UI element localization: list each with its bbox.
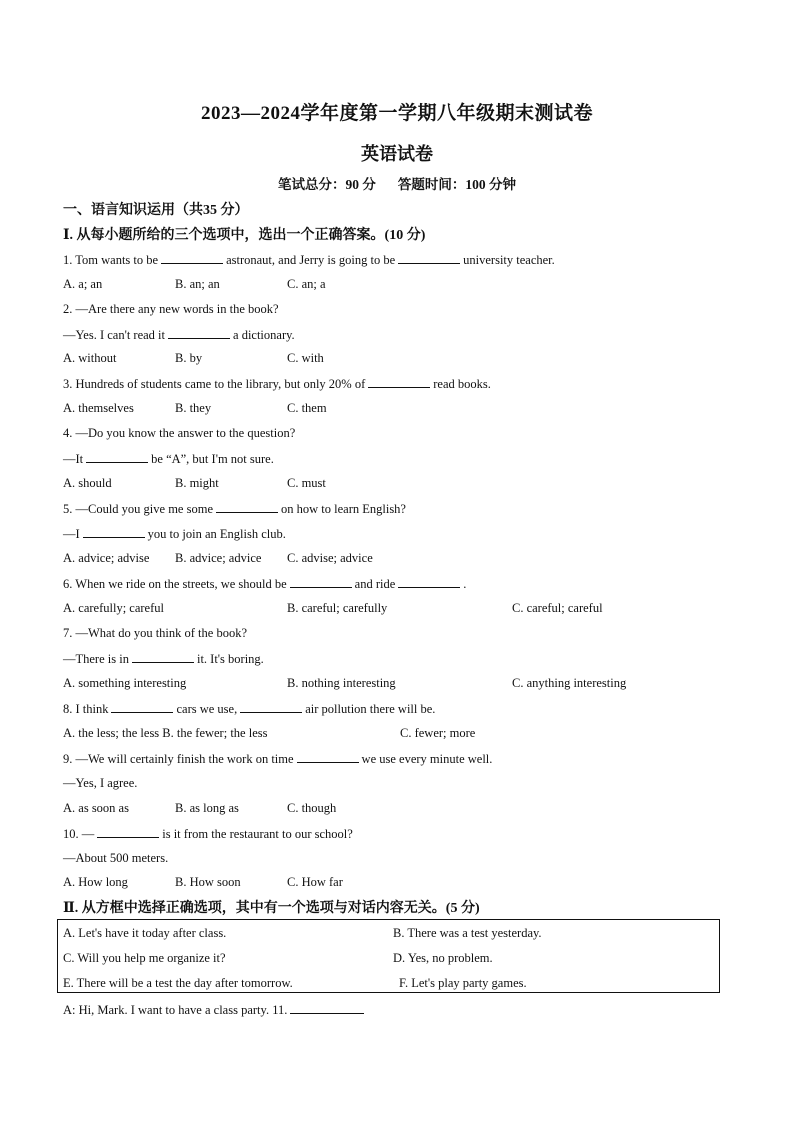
- part1-heading: Ⅰ. 从每小题所给的三个选项中，选出一个正确答案。(10 分): [63, 228, 426, 243]
- option-b[interactable]: B. How soon: [175, 875, 241, 889]
- option-a[interactable]: A. carefully; careful: [63, 601, 164, 615]
- question-2: 2. —Are there any new words in the book?: [63, 302, 279, 316]
- option-b[interactable]: B. an; an: [175, 277, 220, 291]
- question-1: 1. Tom wants to be astronaut, and Jerry is going to be university teacher.: [63, 253, 555, 267]
- exam-title: 2023—2024学年度第一学期八年级期末测试卷: [200, 103, 593, 124]
- answer-blank[interactable]: [83, 525, 145, 538]
- option-a[interactable]: A. without: [63, 351, 117, 365]
- option-c[interactable]: C. them: [287, 401, 327, 415]
- option-c[interactable]: C. anything interesting: [512, 676, 627, 690]
- total-score: 笔试总分：90 分: [278, 177, 376, 192]
- answer-blank[interactable]: [111, 700, 173, 713]
- option-a[interactable]: A. How long: [63, 875, 128, 889]
- option-c[interactable]: C. fewer; more: [400, 726, 476, 740]
- answer-blank[interactable]: [132, 650, 194, 663]
- question-4-reply: —It be “A”, but I'm not sure.: [63, 452, 274, 466]
- option-c[interactable]: C. advise; advice: [287, 551, 373, 565]
- option-b[interactable]: B. advice; advice: [175, 551, 262, 565]
- question-7: 7. —What do you think of the book?: [63, 626, 247, 640]
- option-b[interactable]: B. they: [175, 401, 212, 415]
- answer-blank[interactable]: [97, 825, 159, 838]
- option-b[interactable]: B. careful; carefully: [287, 601, 388, 615]
- box-option-f[interactable]: F. Let's play party games.: [399, 976, 527, 990]
- question-7-reply: —There is in it. It's boring.: [63, 652, 264, 666]
- question-10-reply: —About 500 meters.: [63, 851, 169, 865]
- question-2-reply: —Yes. I can't read it a dictionary.: [63, 328, 295, 342]
- box-option-b[interactable]: B. There was a test yesterday.: [393, 926, 542, 940]
- answer-blank[interactable]: [168, 326, 230, 339]
- box-option-e[interactable]: E. There will be a test the day after tomorrow.: [63, 976, 293, 990]
- section-heading: 一、语言知识运用（共35 分）: [63, 203, 249, 218]
- option-a[interactable]: A. should: [63, 476, 112, 490]
- box-option-d[interactable]: D. Yes, no problem.: [393, 951, 493, 965]
- question-5-reply: —I you to join an English club.: [63, 527, 286, 541]
- option-a-b[interactable]: A. the less; the less B. the fewer; the less: [63, 726, 268, 740]
- box-option-a[interactable]: A. Let's have it today after class.: [63, 926, 227, 940]
- question-6: 6. When we ride on the streets, we should be and ride .: [63, 577, 467, 591]
- option-c[interactable]: C. careful; careful: [512, 601, 603, 615]
- option-a[interactable]: A. as soon as: [63, 801, 129, 815]
- answer-blank[interactable]: [297, 750, 359, 763]
- answer-blank[interactable]: [290, 1001, 364, 1014]
- answer-blank[interactable]: [398, 251, 460, 264]
- question-8: 8. I think cars we use, air pollution there will be.: [63, 702, 436, 716]
- answer-blank[interactable]: [86, 450, 148, 463]
- answer-blank[interactable]: [398, 575, 460, 588]
- question-3: 3. Hundreds of students came to the library, but only 20% of read books.: [63, 377, 491, 391]
- option-c[interactable]: C. How far: [287, 875, 343, 889]
- option-a[interactable]: A. advice; advise: [63, 551, 150, 565]
- exam-info: [0, 173, 794, 193]
- question-9-reply: —Yes, I agree.: [63, 776, 138, 790]
- exam-time: 答题时间：100 分钟: [397, 177, 516, 192]
- option-a[interactable]: A. something interesting: [63, 676, 187, 690]
- option-c[interactable]: C. with: [287, 351, 324, 365]
- question-9: 9. —We will certainly finish the work on time we use every minute well.: [63, 752, 493, 766]
- option-a[interactable]: A. themselves: [63, 401, 134, 415]
- answer-blank[interactable]: [368, 375, 430, 388]
- answer-blank[interactable]: [290, 575, 352, 588]
- option-c[interactable]: C. an; a: [287, 277, 326, 291]
- option-b[interactable]: B. might: [175, 476, 219, 490]
- option-a[interactable]: A. a; an: [63, 277, 103, 291]
- dialog-line: A: Hi, Mark. I want to have a class party. 11.: [63, 1001, 367, 1018]
- exam-subtitle: 英语试卷: [361, 144, 433, 164]
- box-option-c[interactable]: C. Will you help me organize it?: [63, 951, 226, 965]
- answer-blank[interactable]: [240, 700, 302, 713]
- answer-blank[interactable]: [161, 251, 223, 264]
- option-b[interactable]: B. as long as: [175, 801, 239, 815]
- part2-heading: Ⅱ. 从方框中选择正确选项，其中有一个选项与对话内容无关。(5 分): [63, 901, 480, 916]
- question-5: 5. —Could you give me some on how to learn English?: [63, 502, 406, 516]
- answer-blank[interactable]: [216, 500, 278, 513]
- question-4: 4. —Do you know the answer to the question?: [63, 426, 296, 440]
- option-b[interactable]: B. by: [175, 351, 203, 365]
- option-c[interactable]: C. must: [287, 476, 326, 490]
- question-10: 10. — is it from the restaurant to our school?: [63, 827, 353, 841]
- option-c[interactable]: C. though: [287, 801, 337, 815]
- option-b[interactable]: B. nothing interesting: [287, 676, 396, 690]
